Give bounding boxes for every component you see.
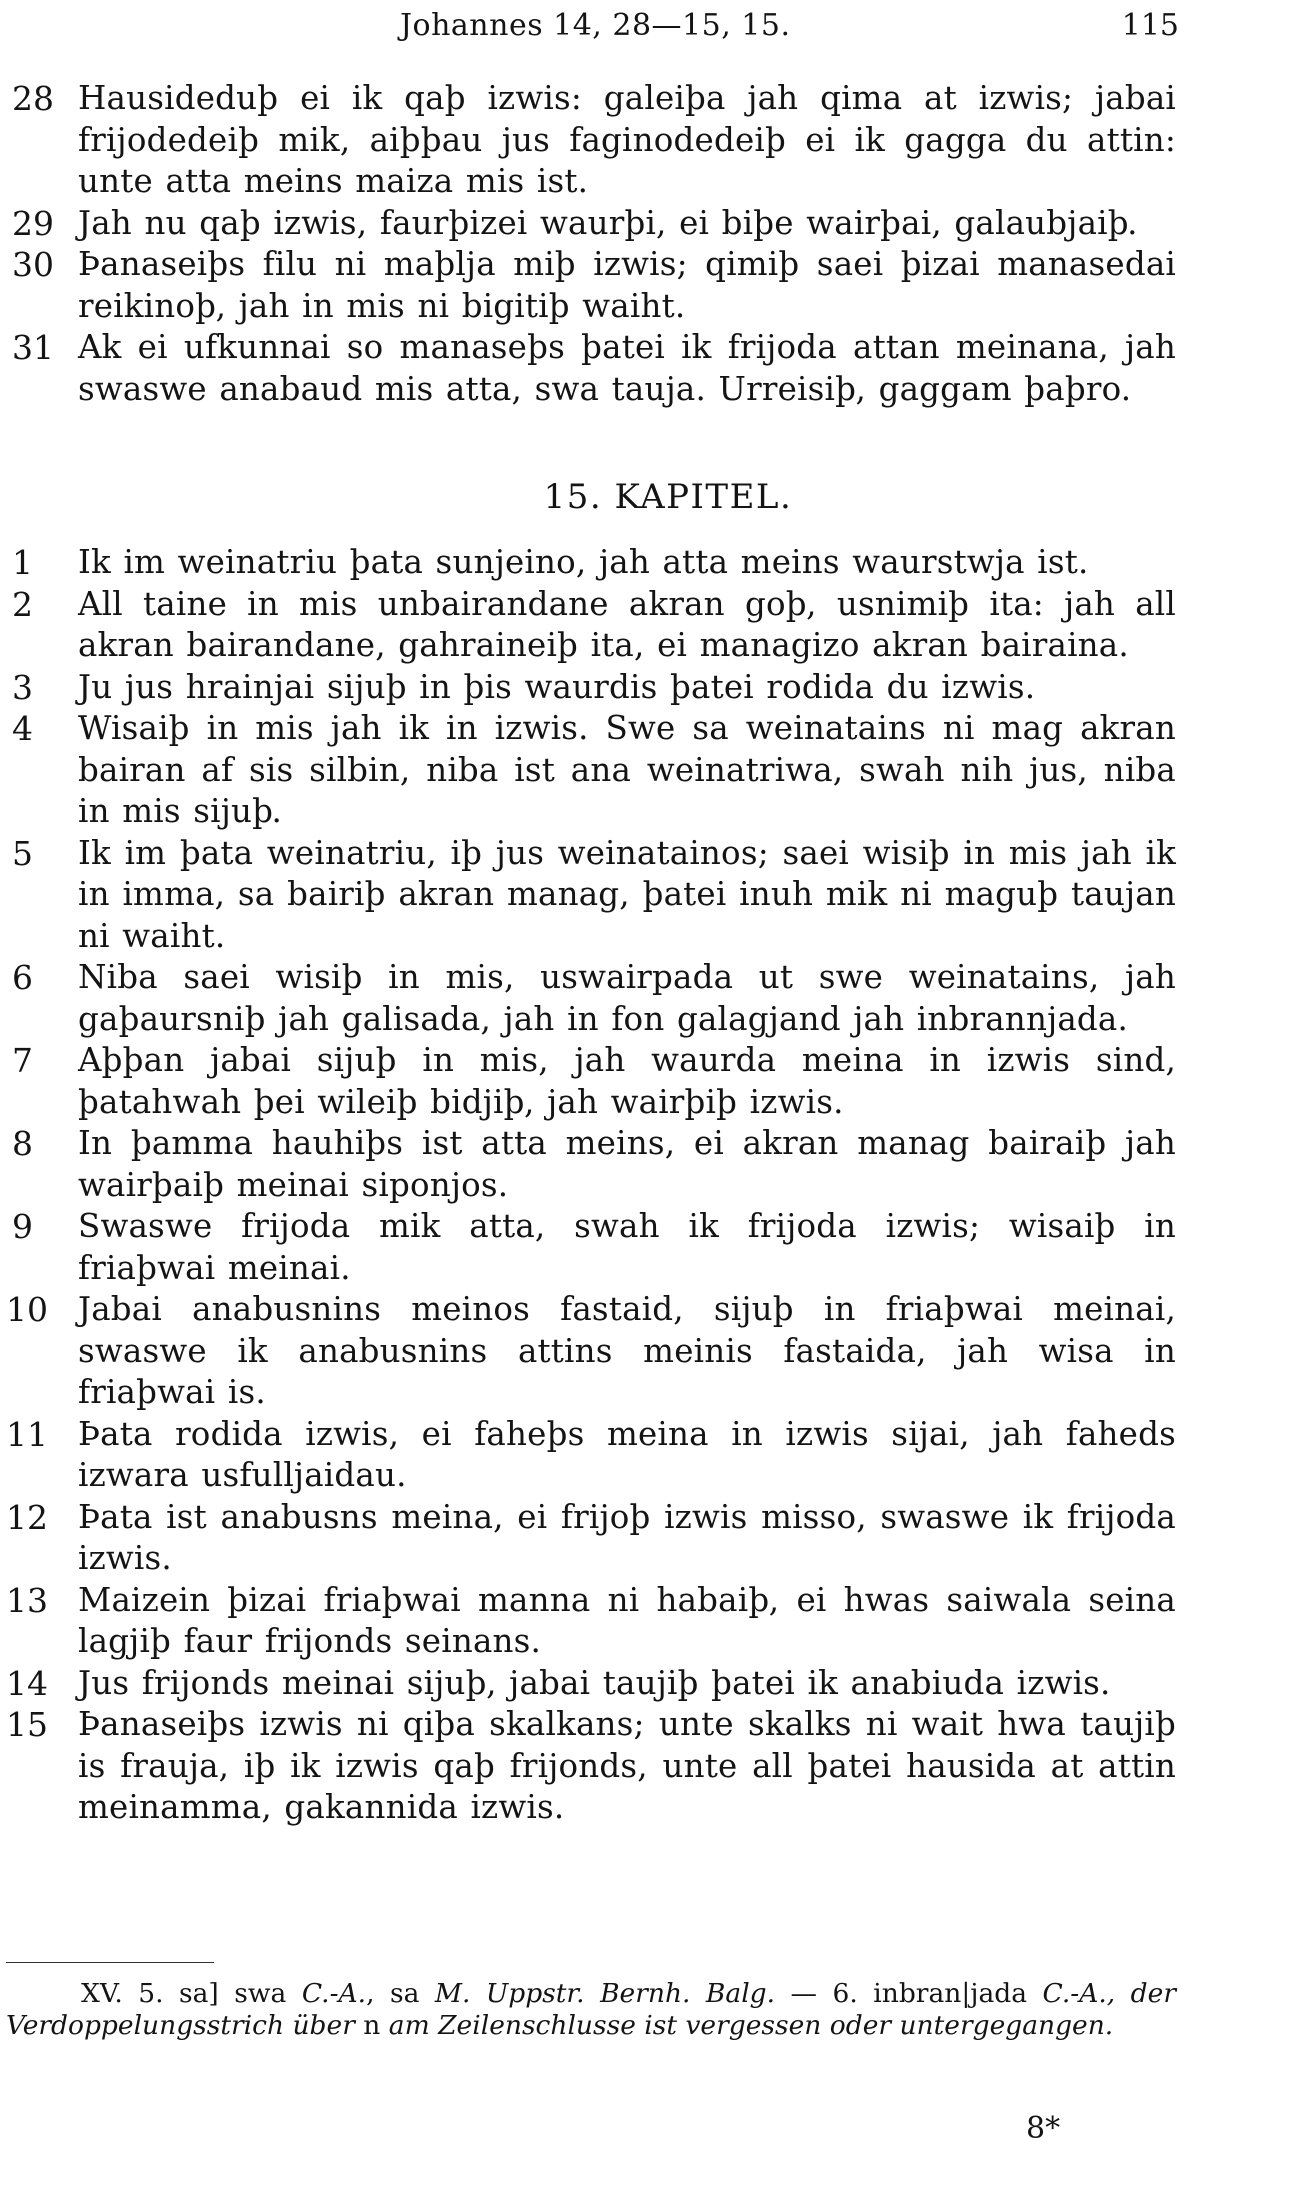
- verse-number: 12: [6, 1497, 48, 1537]
- verse-number: 10: [6, 1290, 48, 1329]
- verse: [0, 244, 1304, 327]
- verse-number: 31: [12, 328, 54, 367]
- verse-text: Ak ei ufkunnai so manaseþs þatei ik frijoda attan meinana, jah swaswe anabaud mis atta, swa tauja. Urreisiþ, gaggam þaþro.: [78, 328, 1176, 408]
- verse-number: 11: [6, 1414, 48, 1454]
- verse-number: 13: [6, 1580, 48, 1620]
- verse-text: Þata rodida izwis, ei faheþs meina in izwis sijai, jah faheds izwara usfulljaidau.: [78, 1414, 1176, 1494]
- verse-text: Wisaiþ in mis jah ik in izwis. Swe sa weinatains ni mag akran bairan af sis silbin, niba ist ana weinatriwa, swah nih jus, niba in mis sijuþ.: [78, 709, 1176, 830]
- verse: [0, 203, 1304, 245]
- footnote-comment: C.-A., der Verdoppelungsstrich über: [6, 1978, 1176, 2041]
- verse-number: 9: [12, 1207, 33, 1246]
- verse-number: 8: [12, 1124, 33, 1163]
- verse-text: Maizein þizai friaþwai manna ni habaiþ, ei hwas saiwala seina lagjiþ faur frijonds seinans.: [78, 1580, 1176, 1660]
- verse: [0, 542, 1304, 584]
- footnote-text: — 6. inbran|jada: [775, 1978, 1043, 2009]
- page-number: 115: [1121, 8, 1179, 43]
- verse: [0, 1040, 1304, 1123]
- verse: [0, 1704, 1304, 1829]
- verse-text: Swaswe frijoda mik atta, swah ik frijoda izwis; wisaiþ in friaþwai meinai.: [78, 1207, 1176, 1287]
- verse-text: In þamma hauhiþs ist atta meins, ei akran manag bairaiþ jah wairþaiþ meinai siponjos.: [78, 1124, 1176, 1204]
- text-body: [0, 78, 1304, 1829]
- verse-text: Jus frijonds meinai sijuþ, jabai taujiþ þatei ik anabiuda izwis.: [78, 1663, 1111, 1702]
- chapter-14-verses: [0, 78, 1304, 410]
- printer-signature: 8*: [1026, 2111, 1061, 2146]
- footnote-editors: M. Uppstr. Bernh. Balg.: [434, 1978, 776, 2009]
- verse-text: All taine in mis unbairandane akran goþ, usnimiþ ita: jah all akran bairandane, gahraineiþ ita, ei managizo akran bairaina.: [78, 584, 1176, 664]
- verse-number: 5: [12, 833, 33, 873]
- verse-number: 3: [12, 667, 33, 707]
- verse-text: Ju jus hrainjai sijuþ in þis waurdis þatei rodida du izwis.: [78, 667, 1036, 706]
- verse: [0, 1497, 1304, 1580]
- verse: [0, 327, 1304, 410]
- verse-text: Jabai anabusnins meinos fastaid, sijuþ in friaþwai meinai, swaswe ik anabusnins attins meinis fastaida, jah wisa in friaþwai is.: [78, 1290, 1176, 1411]
- footnote-divider: [6, 1962, 214, 1963]
- verse: [0, 1206, 1304, 1289]
- verse: [0, 833, 1304, 958]
- verse: [0, 78, 1304, 203]
- verse-number: 6: [12, 958, 33, 997]
- verse-text: Þanaseiþs filu ni maþlja miþ izwis; qimiþ saei þizai manasedai reikinoþ, jah in mis ni bigitiþ waiht.: [78, 245, 1176, 325]
- verse: [0, 708, 1304, 833]
- verse: [0, 1289, 1304, 1414]
- chapter-heading: 15. KAPITEL.: [543, 477, 793, 517]
- verse-number: 4: [12, 709, 33, 748]
- verse-text: Þata ist anabusns meina, ei frijoþ izwis misso, swaswe ik frijoda izwis.: [78, 1497, 1176, 1577]
- verse-text: Niba saei wisiþ in mis, uswairpada ut swe weinatains, jah gaþaursniþ jah galisada, jah in fon galagjand jah inbrannjada.: [78, 958, 1176, 1038]
- verse-number: 14: [6, 1663, 48, 1703]
- verse-number: 30: [12, 245, 54, 284]
- footnote-text: n: [354, 2010, 389, 2041]
- verse: [0, 957, 1304, 1040]
- verse-number: 28: [12, 79, 54, 118]
- verse-number: 7: [12, 1041, 33, 1080]
- footnote-comment: am Zeilenschlusse ist vergessen oder untergegangen.: [388, 2010, 1114, 2041]
- verse-text: Aþþan jabai sijuþ in mis, jah waurda meina in izwis sind, þatahwah þei wileiþ bidjiþ, jah wairþiþ izwis.: [78, 1041, 1176, 1121]
- verse-text: Jah nu qaþ izwis, faurþizei waurþi, ei biþe wairþai, galaubjaiþ.: [78, 203, 1138, 242]
- verse-text: Þanaseiþs izwis ni qiþa skalkans; unte skalks ni wait hwa taujiþ is frauja, iþ ik izwis qaþ frijonds, unte all þatei hausida at attin meinamma, gakannida izwis.: [78, 1705, 1176, 1826]
- running-title: Johannes 14, 28—15, 15.: [400, 8, 791, 43]
- verse: [0, 1414, 1304, 1497]
- verse: [0, 1663, 1304, 1705]
- verse-number: 15: [6, 1705, 48, 1744]
- verse-number: 29: [12, 203, 54, 243]
- verse: [0, 584, 1304, 667]
- verse-text: Ik im þata weinatriu, iþ jus weinatainos; saei wisiþ in mis jah ik in imma, sa bairiþ akran manag, þatei inuh mik ni maguþ taujan ni waiht.: [78, 833, 1176, 955]
- verse-number: 2: [12, 584, 33, 624]
- verse-text: Ik im weinatriu þata sunjeino, jah atta meins waurstwja ist.: [78, 543, 1089, 581]
- footnote-text: XV. 5. sa] swa: [81, 1978, 302, 2009]
- verse: [0, 1580, 1304, 1663]
- footnote: [6, 1978, 1176, 2042]
- footnote-siglum: C.-A.: [301, 1978, 367, 2009]
- verse: [0, 667, 1304, 709]
- verse-text: Hausideduþ ei ik qaþ izwis: galeiþa jah qima at izwis; jabai frijodedeiþ mik, aiþþau jus faginodedeiþ ei ik gagga du attin: unte atta meins maiza mis ist.: [78, 79, 1176, 200]
- chapter-15-verses: [0, 542, 1304, 1829]
- verse: [0, 1123, 1304, 1206]
- verse-number: 1: [12, 543, 33, 582]
- page-header: [0, 8, 1304, 48]
- footnote-text: , sa: [366, 1978, 435, 2009]
